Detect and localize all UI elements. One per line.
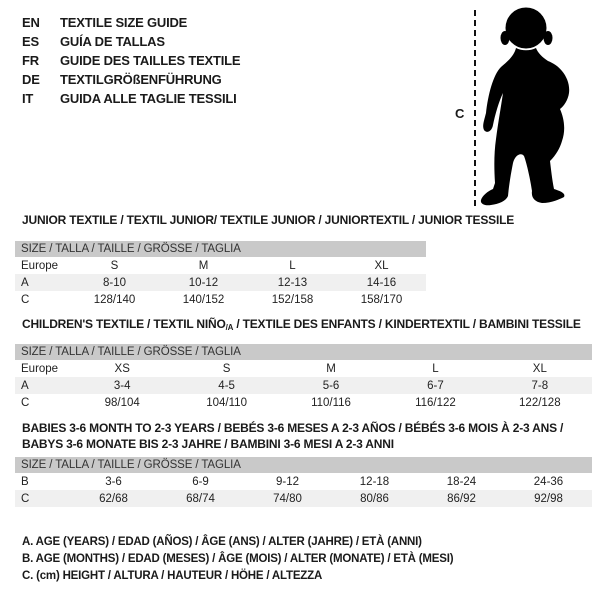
table-cell: 62/68 (99, 492, 128, 505)
table-cell: 12-18 (359, 475, 390, 488)
language-row (22, 32, 240, 51)
language-title: GUIDA ALLE TAGLIE TESSILI (60, 91, 237, 106)
table-row (15, 377, 592, 394)
size-header: SIZE / TALLA / TAILLE / GRÖSSE / TAGLIA (15, 241, 426, 257)
table-row (15, 257, 426, 274)
table-cell: L (432, 362, 439, 375)
table-cell: 14-16 (366, 276, 397, 289)
table-cell: M (326, 362, 336, 375)
table-row (15, 490, 592, 507)
baby-silhouette-icon (480, 5, 572, 207)
language-title: TEXTILE SIZE GUIDE (60, 15, 188, 30)
table-cell: 92/98 (534, 492, 563, 505)
table-cell: 140/152 (182, 293, 225, 306)
language-code: FR (22, 53, 39, 68)
language-row (22, 89, 240, 108)
table-cell: 24-36 (533, 475, 564, 488)
language-header (22, 13, 240, 108)
table-cell: 5-6 (322, 379, 340, 392)
language-row (22, 51, 240, 70)
table-cell: XL (374, 259, 389, 272)
language-code: EN (22, 15, 40, 30)
section-title-babies-line2: BABYS 3-6 MONATE BIS 2-3 JAHRE / BAMBINI 3-6 MESI A 2-3 ANNI (22, 437, 394, 451)
table-cell: 128/140 (93, 293, 136, 306)
table-cell: XS (114, 362, 130, 375)
size-table-junior (15, 241, 426, 308)
row-label: A (21, 276, 29, 289)
children-title-post: / TEXTILE DES ENFANTS / KINDERTEXTIL / BAMBINI TESSILE (233, 317, 581, 331)
language-title: TEXTILGRÖßENFÜHRUNG (60, 72, 222, 87)
table-cell: 7-8 (531, 379, 549, 392)
language-row (22, 70, 240, 89)
table-cell: 18-24 (446, 475, 477, 488)
size-table-babies (15, 457, 592, 507)
row-label: C (21, 293, 30, 306)
table-cell: 4-5 (218, 379, 235, 392)
size-header: SIZE / TALLA / TAILLE / GRÖSSE / TAGLIA (15, 457, 592, 473)
children-title-sub: /A (225, 323, 234, 332)
language-title: GUÍA DE TALLAS (60, 34, 165, 49)
table-cell: L (289, 259, 296, 272)
row-label: B (21, 475, 29, 488)
table-cell: 6-9 (192, 475, 209, 488)
height-measure-line (474, 10, 476, 206)
row-label: Europe (21, 362, 59, 375)
table-row (15, 394, 592, 411)
note-b: B. AGE (MONTHS) / EDAD (MESES) / ÂGE (MOIS) / ALTER (MONATE) / ETÀ (MESI) (22, 553, 454, 565)
row-label: C (21, 492, 30, 505)
table-row (15, 360, 592, 377)
table-cell: 6-7 (427, 379, 444, 392)
table-cell: 122/128 (519, 396, 561, 409)
note-c: C. (cm) HEIGHT / ALTURA / HAUTEUR / HÖHE / ALTEZZA (22, 570, 323, 582)
children-title-pre: CHILDREN'S TEXTILE / TEXTIL NIÑO (22, 317, 226, 331)
table-cell: 8-10 (102, 276, 127, 289)
table-cell: 9-12 (275, 475, 300, 488)
table-cell: 98/104 (104, 396, 140, 409)
section-title-children (22, 317, 581, 332)
height-label-c: C (455, 106, 465, 121)
table-cell: 116/122 (415, 396, 456, 409)
table-cell: 3-4 (113, 379, 131, 392)
table-cell: 74/80 (273, 492, 302, 505)
table-cell: M (198, 259, 209, 272)
language-code: DE (22, 72, 40, 87)
table-cell: XL (532, 362, 547, 375)
row-label: A (21, 379, 29, 392)
table-cell: 80/86 (360, 492, 389, 505)
section-title-junior: JUNIOR TEXTILE / TEXTIL JUNIOR/ TEXTILE JUNIOR / JUNIORTEXTIL / JUNIOR TESSILE (22, 213, 515, 227)
table-cell: 152/158 (271, 293, 314, 306)
language-title: GUIDE DES TAILLES TEXTILE (60, 53, 241, 68)
table-cell: 104/110 (206, 396, 247, 409)
row-label: C (21, 396, 30, 409)
language-row (22, 13, 240, 32)
row-label: Europe (21, 259, 59, 272)
table-cell: 110/116 (311, 396, 351, 409)
language-code: ES (22, 34, 39, 49)
table-row (15, 291, 426, 308)
table-cell: 68/74 (186, 492, 215, 505)
table-cell: 158/170 (360, 293, 403, 306)
table-cell: 86/92 (447, 492, 476, 505)
table-cell: 12-13 (277, 276, 308, 289)
table-row (15, 473, 592, 490)
table-row (15, 274, 426, 291)
table-cell: S (110, 259, 119, 272)
table-cell: 3-6 (105, 475, 122, 488)
table-cell: S (222, 362, 231, 375)
section-title-babies-line1: BABIES 3-6 MONTH TO 2-3 YEARS / BEBÉS 3-6 MESES A 2-3 AÑOS / BÉBÉS 3-6 MOIS À 2-3 ANS / (22, 421, 564, 435)
size-table-children (15, 344, 592, 411)
note-a: A. AGE (YEARS) / EDAD (AÑOS) / ÂGE (ANS) / ALTER (JAHRE) / ETÀ (ANNI) (22, 536, 422, 548)
language-code: IT (22, 91, 34, 106)
table-cell: 10-12 (188, 276, 219, 289)
size-header: SIZE / TALLA / TAILLE / GRÖSSE / TAGLIA (15, 344, 592, 360)
